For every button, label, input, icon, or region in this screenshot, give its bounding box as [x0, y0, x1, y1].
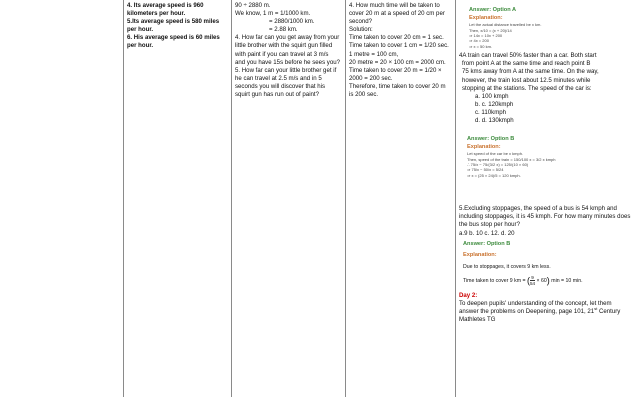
question-5 — [459, 205, 635, 237]
text-line: To deepen pupils' understanding of the concept, let them — [459, 300, 612, 308]
solution-formula: Time taken to cover 9 km = ( $\frac{9}{54}$ × 60) min = 10 min. — [463, 274, 583, 286]
text-line: 6. His average speed is 60 miles — [127, 34, 220, 42]
time-problem-cell — [346, 0, 455, 101]
answer-snippet-2 — [459, 135, 635, 178]
text-line: 90 ÷ 2880 m. — [235, 2, 271, 9]
text-line: = 2880/1000 km. — [269, 18, 315, 26]
solution-line: ⇒ 75/x − 50/x = 5/24 — [467, 167, 504, 173]
text-line: from point A at the same time and reach point B — [462, 60, 591, 68]
text-span: Century — [597, 308, 621, 316]
text-line: We know, 1 m = 1/1000 km. — [235, 10, 311, 18]
answer-option: c. 110kmph — [475, 108, 507, 116]
text-line: Therefore, time taken to cover 20 m — [349, 82, 446, 90]
text-span: answer the problems on Deepening, page 101, 21 — [459, 308, 595, 316]
formula-text: min = 10 min. — [551, 277, 583, 284]
fraction-denominator: 54 — [529, 280, 536, 286]
solution-line: Then, speed of the train = 150/100 x = 3/2 x kmph — [467, 156, 556, 162]
solution-line: Due to stoppages, it covers 9 km less. — [463, 263, 551, 270]
answer-snippet-3 — [459, 240, 635, 286]
answer-label: Answer: Option B — [463, 240, 511, 247]
day-2-section — [459, 292, 635, 324]
text-line: 1 metre = 100 cm, — [349, 50, 399, 58]
solution-line: ⇒ x = 50 km. — [469, 43, 493, 49]
solution-line: ∴ 75/x − 75/(3/2 x) = 125/(10 × 60) — [467, 162, 529, 168]
solution-line: Then, x/10 = (x + 20)/14 — [469, 27, 512, 33]
solution-line: ⇒ 14x = 10x + 200 — [469, 33, 503, 38]
text-line: 75 kms away from A at the same time. On the way, — [462, 68, 599, 76]
table-column-4 — [346, 0, 456, 397]
text-line: 4. How far can you get away from your — [235, 34, 340, 42]
text-line: a.9 b. 10 c. 12. d. 20 — [459, 229, 515, 237]
text-line: second? — [349, 18, 373, 26]
text-line: Mathletes TG — [459, 316, 496, 324]
table-column-3 — [232, 0, 346, 397]
text-line: with paint if you can travel at 3 m/s — [235, 50, 329, 58]
text-line: the bus stop per hour? — [459, 221, 520, 229]
answer-option: a. 100 kmph — [475, 92, 509, 100]
text-line: including stoppages, it is 45 kmph. For how many minutes does — [459, 213, 631, 221]
text-line: Time taken to cover 20 m = 1/20 × — [349, 66, 442, 74]
explanation-label: Explanation: — [469, 15, 503, 22]
text-line: Solution: — [349, 26, 373, 34]
question-4a — [459, 52, 635, 125]
answer-snippet-1 — [459, 6, 635, 49]
text-line: seconds you will discover that his — [235, 82, 326, 90]
text-line: 5.Its average speed is 580 miles — [127, 18, 220, 26]
table-column-2 — [124, 0, 232, 397]
solution-line: Let speed of the car be x kmph. — [467, 151, 524, 157]
text-line: 4. How much time will be taken to — [349, 2, 440, 9]
text-line: Time taken to cover 1 cm = 1/20 sec. — [349, 42, 449, 50]
text-line: 4A train can travel 50% faster than a car. Both start — [459, 52, 597, 60]
text-line: kilometers per hour. — [127, 10, 186, 18]
text-line: Time taken to cover 20 cm = 1 sec. — [349, 34, 444, 42]
fraction-numerator: 9 — [531, 274, 534, 280]
text-line: 2000 = 200 sec. — [349, 74, 393, 82]
table-column-5 — [456, 0, 638, 397]
solution-line: Let the actual distance travelled be x km. — [469, 22, 542, 28]
text-line: is 200 sec. — [349, 91, 379, 99]
answer-option: d. d. 130kmph — [475, 116, 514, 124]
text-line — [459, 308, 635, 316]
answer-label: Answer: Option A — [469, 7, 517, 13]
text-line: and you have 15s before he sees you? — [235, 58, 341, 66]
text-line: per hour. — [127, 42, 154, 50]
table-column-1 — [9, 0, 124, 397]
text-line: per hour. — [127, 26, 154, 34]
solution-line: ⇒ 4x = 200 — [469, 38, 489, 44]
text-line: = 2.88 km. — [269, 26, 298, 34]
speed-answers-cell — [124, 0, 231, 53]
text-line: however, the train lost about 12.5 minutes while — [462, 76, 591, 84]
superscript: st — [594, 306, 598, 312]
text-line: stopping at the stations. The speed of the car is: — [462, 84, 592, 92]
explanation-label: Explanation: — [467, 144, 501, 151]
answer-option: b. c. 120kmph — [475, 100, 514, 108]
text-line: 20 metre = 20 × 100 cm = 2000 cm. — [349, 58, 446, 66]
text-line: squirt gun has run out of paint? — [235, 91, 320, 99]
formula-text: Time taken to cover 9 km = — [463, 277, 526, 284]
text-line: 4. Its average speed is 960 — [127, 2, 204, 9]
day-heading: Day 2: — [459, 291, 478, 299]
text-line: little brother with the squirt gun filled — [235, 42, 333, 50]
fraction — [530, 275, 535, 286]
explanation-label: Explanation: — [463, 251, 497, 258]
text-line: he can travel at 2.5 m/s and in 5 — [235, 74, 322, 82]
text-line: cover 20 m at a speed of 20 cm per — [349, 10, 445, 18]
text-line: 5.Excluding stoppages, the speed of a bus is 54 kmph and — [459, 205, 617, 213]
solution-line: ⇒ x = (25 × 24)/5 = 120 kmph. — [467, 172, 521, 178]
formula-text: × 60 — [536, 277, 547, 284]
text-line: 5. How far can your little brother get if — [235, 66, 337, 74]
answer-label: Answer: Option B — [467, 136, 515, 143]
train-problems-cell — [456, 0, 638, 326]
distance-problems-cell — [232, 0, 345, 101]
